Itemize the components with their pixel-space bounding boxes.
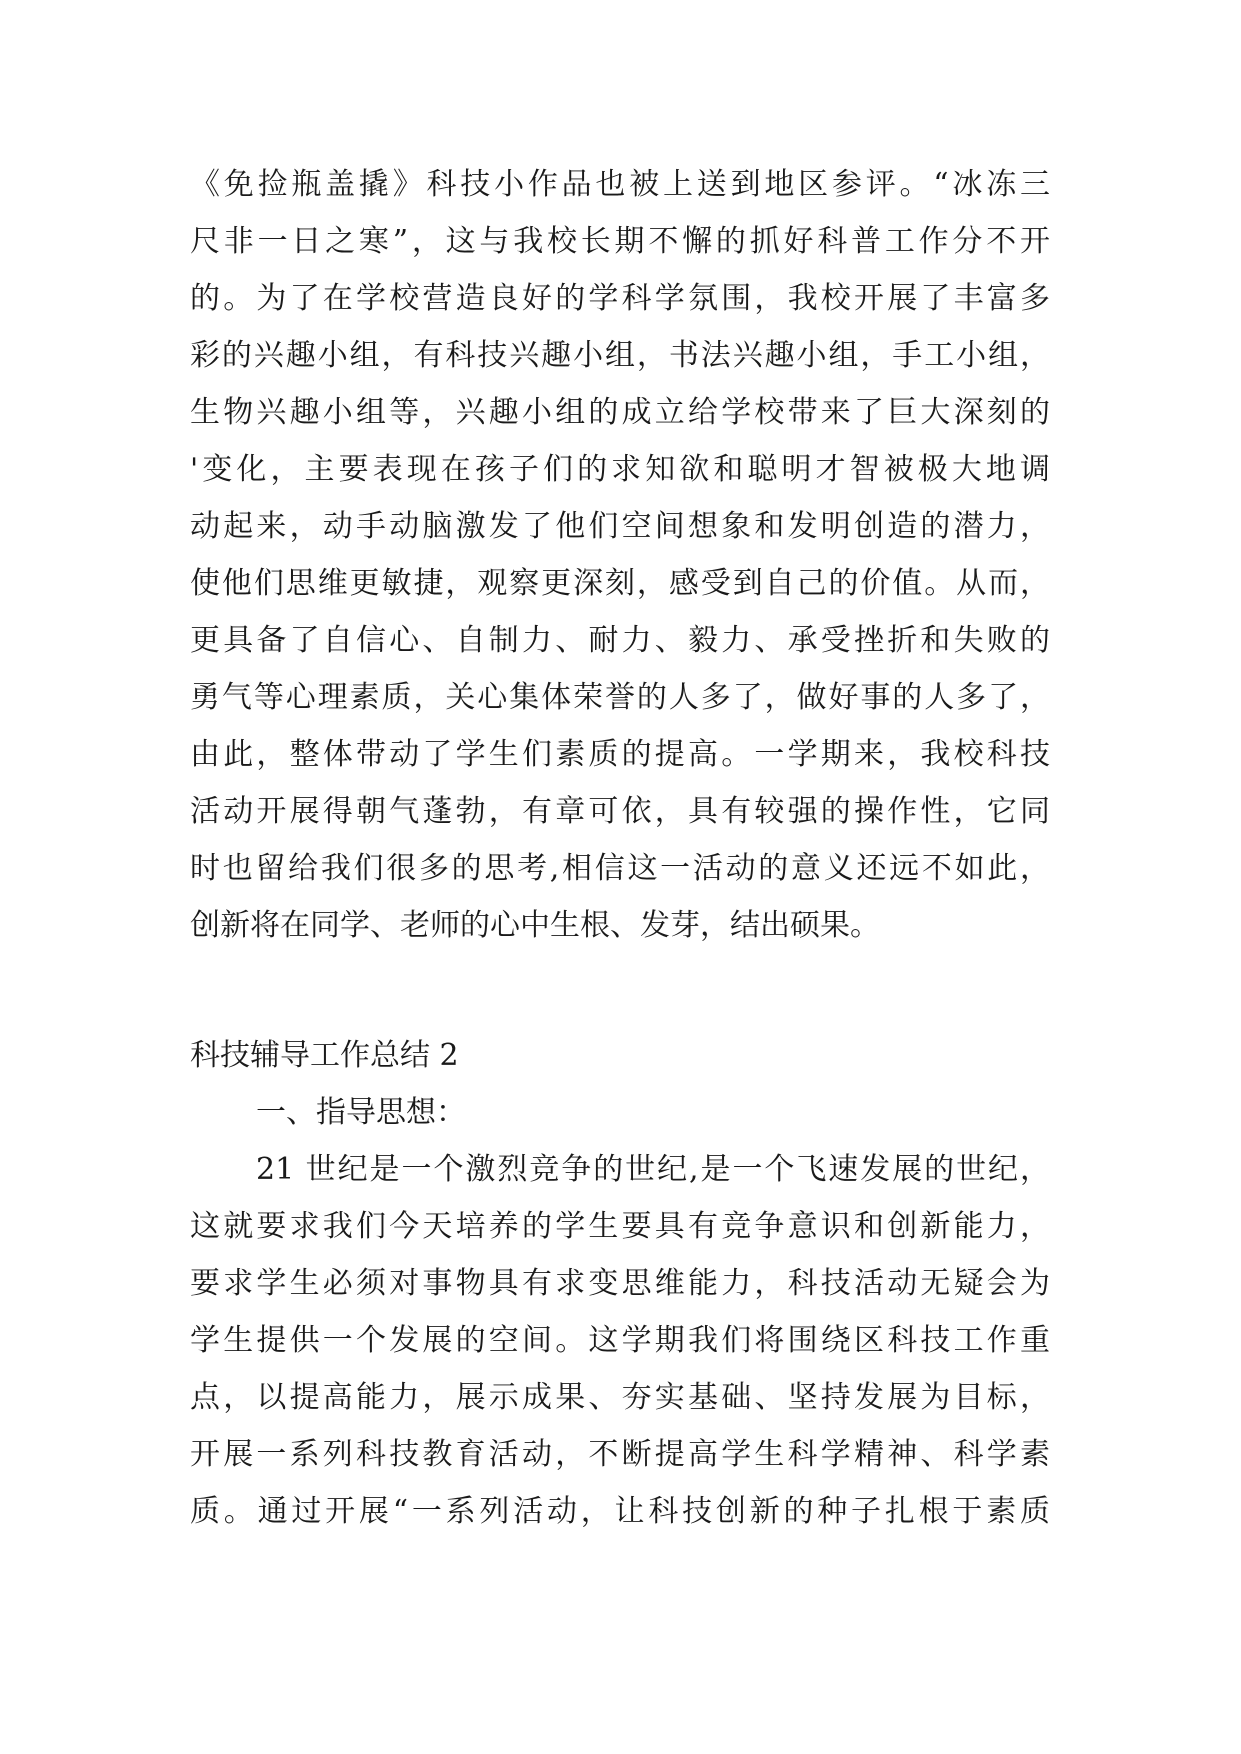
paragraph-line: 的。为了在学校营造良好的学科学氛围，我校开展了丰富多: [190, 281, 1050, 316]
paragraph-line: '变化，主要表现在孩子们的求知欲和聪明才智被极大地调: [190, 452, 1050, 487]
paragraph-line: 由此，整体带动了学生们素质的提高。一学期来，我校科技: [190, 737, 1050, 772]
paragraph-line: 动起来，动手动脑激发了他们空间想象和发明创造的潜力，: [190, 509, 1050, 544]
paragraph-line: 质。通过开展“一系列活动，让科技创新的种子扎根于素质: [190, 1494, 1050, 1529]
paragraph-line: 学生提供一个发展的空间。这学期我们将围绕区科技工作重: [190, 1323, 1050, 1358]
paragraph-line: 勇气等心理素质，关心集体荣誉的人多了，做好事的人多了，: [190, 680, 1050, 715]
paragraph-line: 点，以提高能力，展示成果、夯实基础、坚持发展为目标，: [190, 1380, 1050, 1415]
paragraph-line: 生物兴趣小组等，兴趣小组的成立给学校带来了巨大深刻的: [190, 395, 1050, 430]
paragraph-line: 这就要求我们今天培养的学生要具有竞争意识和创新能力，: [190, 1209, 1050, 1244]
paragraph-line: 要求学生必须对事物具有求变思维能力，科技活动无疑会为: [190, 1266, 1050, 1301]
paragraph-line: 更具备了自信心、自制力、耐力、毅力、承受挫折和失败的: [190, 623, 1050, 658]
paragraph-line: 活动开展得朝气蓬勃，有章可依，具有较强的操作性，它同: [190, 794, 1050, 829]
paragraph-line: 开展一系列科技教育活动，不断提高学生科学精神、科学素: [190, 1437, 1050, 1472]
paragraph-line: 彩的兴趣小组，有科技兴趣小组，书法兴趣小组，手工小组，: [190, 338, 1050, 373]
paragraph-line: 时也留给我们很多的思考,相信这一活动的意义还远不如此，: [190, 851, 1050, 886]
section-title: 科技辅导工作总结 2: [190, 1038, 459, 1073]
subsection-title: 一、指导思想：: [256, 1095, 466, 1130]
paragraph-line: 创新将在同学、老师的心中生根、发芽，结出硕果。: [190, 908, 880, 943]
paragraph-line: 使他们思维更敏捷，观察更深刻，感受到自己的价值。从而，: [190, 566, 1050, 601]
paragraph-line: 尺非一日之寒”，这与我校长期不懈的抓好科普工作分不开: [190, 224, 1050, 259]
paragraph-line: 21 世纪是一个激烈竞争的世纪,是一个飞速发展的世纪，: [256, 1152, 1050, 1187]
paragraph-line: 《免捡瓶盖撬》科技小作品也被上送到地区参评。“冰冻三: [190, 167, 1050, 202]
